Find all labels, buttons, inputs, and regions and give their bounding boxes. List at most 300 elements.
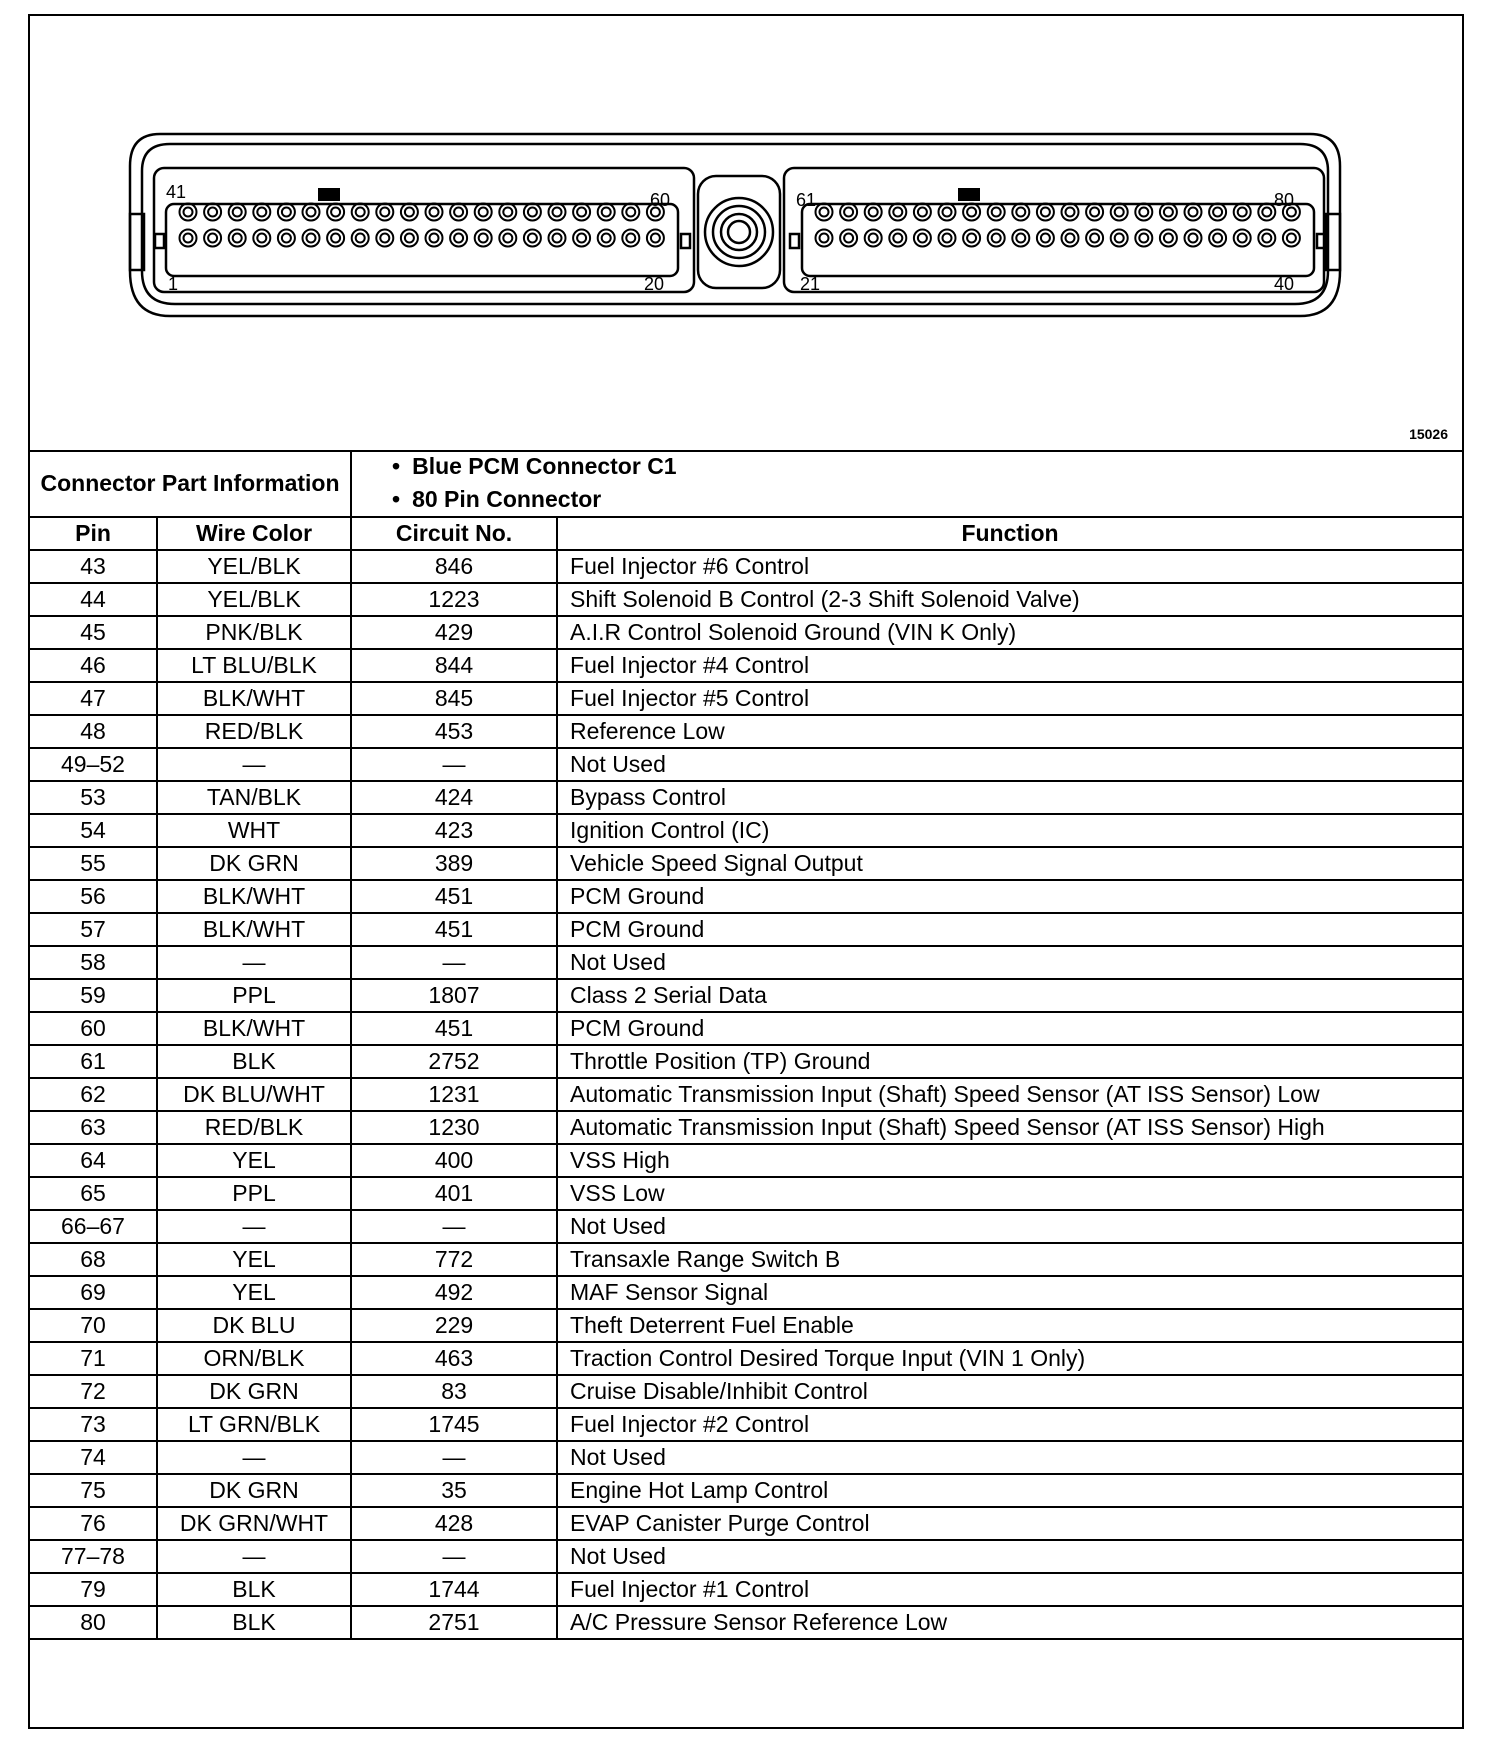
pin-socket xyxy=(282,234,291,243)
pin-socket xyxy=(401,204,418,221)
pin-socket xyxy=(376,204,393,221)
circuit-cell: 451 xyxy=(351,880,557,913)
circuit-cell: — xyxy=(351,1540,557,1573)
function-cell: Traction Control Desired Torque Input (VIN 1 Only) xyxy=(557,1342,1462,1375)
pin-socket xyxy=(380,234,389,243)
pin-socket xyxy=(577,208,586,217)
pin-socket xyxy=(479,234,488,243)
function-cell: MAF Sensor Signal xyxy=(557,1276,1462,1309)
function-cell: Throttle Position (TP) Ground xyxy=(557,1045,1462,1078)
function-cell: Fuel Injector #5 Control xyxy=(557,682,1462,715)
pin-socket xyxy=(380,208,389,217)
function-cell: Reference Low xyxy=(557,715,1462,748)
pin-socket xyxy=(869,208,878,217)
pin-cell: 70 xyxy=(30,1309,157,1342)
pin-socket xyxy=(208,234,217,243)
pin-socket xyxy=(1283,230,1300,247)
pin-socket xyxy=(1213,208,1222,217)
pin-socket xyxy=(1185,230,1202,247)
circuit-cell: — xyxy=(351,1441,557,1474)
pin-socket xyxy=(988,230,1005,247)
function-cell: Not Used xyxy=(557,1540,1462,1573)
pin-socket xyxy=(869,234,878,243)
table-row xyxy=(30,715,1462,748)
pin-socket xyxy=(1115,234,1124,243)
pin-socket xyxy=(1016,234,1025,243)
pin-label-60: 60 xyxy=(650,190,671,210)
pin-socket xyxy=(939,230,956,247)
pinout-table xyxy=(30,450,1462,1640)
circuit-cell: 1744 xyxy=(351,1573,557,1606)
pin-socket xyxy=(988,204,1005,221)
pin-socket xyxy=(229,204,246,221)
pin-socket xyxy=(598,204,615,221)
pin-socket xyxy=(820,234,829,243)
table-row xyxy=(30,1177,1462,1210)
pin-socket xyxy=(622,204,639,221)
pin-socket xyxy=(1012,204,1029,221)
pin-socket xyxy=(499,230,516,247)
pin-socket xyxy=(918,234,927,243)
pin-label-80: 80 xyxy=(1274,190,1295,210)
table-row xyxy=(30,1045,1462,1078)
pin-socket xyxy=(180,204,197,221)
pin-socket xyxy=(1189,208,1198,217)
pin-socket xyxy=(1041,208,1050,217)
column-header-wire-color: Wire Color xyxy=(157,517,351,550)
pin-socket xyxy=(303,204,320,221)
pin-socket xyxy=(1189,234,1198,243)
pin-socket xyxy=(893,208,902,217)
pin-label-41: 41 xyxy=(166,182,187,202)
circuit-cell: 772 xyxy=(351,1243,557,1276)
circuit-cell: 389 xyxy=(351,847,557,880)
circuit-cell: 492 xyxy=(351,1276,557,1309)
wire-color-cell: PPL xyxy=(157,1177,351,1210)
table-row xyxy=(30,1012,1462,1045)
pin-socket xyxy=(943,234,952,243)
pin-socket xyxy=(352,230,369,247)
pin-socket xyxy=(1062,230,1079,247)
table-row xyxy=(30,979,1462,1012)
circuit-cell: 2752 xyxy=(351,1045,557,1078)
pin-cell: 58 xyxy=(30,946,157,979)
function-cell: A/C Pressure Sensor Reference Low xyxy=(557,1606,1462,1639)
pin-socket xyxy=(184,208,193,217)
pin-socket xyxy=(405,234,414,243)
table-row xyxy=(30,649,1462,682)
pin-cell: 61 xyxy=(30,1045,157,1078)
wire-color-cell: — xyxy=(157,1210,351,1243)
wire-color-cell: DK BLU xyxy=(157,1309,351,1342)
circuit-cell: 400 xyxy=(351,1144,557,1177)
pin-socket xyxy=(893,234,902,243)
pin-socket xyxy=(1115,208,1124,217)
pin-socket xyxy=(430,234,439,243)
function-cell: VSS High xyxy=(557,1144,1462,1177)
pin-socket xyxy=(257,234,266,243)
pin-socket xyxy=(454,208,463,217)
column-header-pin: Pin xyxy=(30,517,157,550)
table-row xyxy=(30,1573,1462,1606)
circuit-cell: 83 xyxy=(351,1375,557,1408)
wire-color-cell: BLK xyxy=(157,1573,351,1606)
pin-socket xyxy=(820,208,829,217)
pin-socket xyxy=(816,204,833,221)
pin-socket xyxy=(1258,230,1275,247)
connector-diagram xyxy=(30,16,1462,452)
function-cell: Engine Hot Lamp Control xyxy=(557,1474,1462,1507)
pin-socket xyxy=(450,230,467,247)
pin-cell: 68 xyxy=(30,1243,157,1276)
table-row xyxy=(30,1111,1462,1144)
pin-socket xyxy=(1111,230,1128,247)
pin-socket xyxy=(553,234,562,243)
function-cell: Theft Deterrent Fuel Enable xyxy=(557,1309,1462,1342)
pin-socket xyxy=(1287,234,1296,243)
pin-socket xyxy=(528,234,537,243)
pin-cell: 76 xyxy=(30,1507,157,1540)
function-cell: Fuel Injector #2 Control xyxy=(557,1408,1462,1441)
table-row xyxy=(30,682,1462,715)
pin-socket xyxy=(528,208,537,217)
wire-color-cell: — xyxy=(157,946,351,979)
pin-socket xyxy=(475,230,492,247)
pin-cell: 66–67 xyxy=(30,1210,157,1243)
table-row xyxy=(30,1375,1462,1408)
wire-color-cell: YEL xyxy=(157,1243,351,1276)
pin-label-61: 61 xyxy=(796,190,817,210)
function-cell: Fuel Injector #4 Control xyxy=(557,649,1462,682)
pinout-rows xyxy=(30,550,1462,1639)
pin-cell: 62 xyxy=(30,1078,157,1111)
pin-socket xyxy=(647,230,664,247)
pin-socket xyxy=(503,208,512,217)
pin-socket xyxy=(1160,204,1177,221)
pin-socket xyxy=(844,208,853,217)
pin-cell: 73 xyxy=(30,1408,157,1441)
wire-color-cell: YEL/BLK xyxy=(157,550,351,583)
circuit-cell: 451 xyxy=(351,1012,557,1045)
circuit-cell: 229 xyxy=(351,1309,557,1342)
pin-socket xyxy=(307,208,316,217)
pin-cell: 65 xyxy=(30,1177,157,1210)
column-header-circuit: Circuit No. xyxy=(351,517,557,550)
wire-color-cell: WHT xyxy=(157,814,351,847)
wire-color-cell: RED/BLK xyxy=(157,715,351,748)
connector-drawing xyxy=(30,16,1462,450)
pin-socket xyxy=(1234,204,1251,221)
pin-socket xyxy=(331,234,340,243)
pin-cell: 59 xyxy=(30,979,157,1012)
pin-socket xyxy=(1012,230,1029,247)
circuit-cell: 844 xyxy=(351,649,557,682)
pin-label-40: 40 xyxy=(1274,274,1295,294)
function-cell: A.I.R Control Solenoid Ground (VIN K Only) xyxy=(557,616,1462,649)
pin-socket xyxy=(840,204,857,221)
wire-color-cell: PNK/BLK xyxy=(157,616,351,649)
table-row xyxy=(30,814,1462,847)
pin-socket xyxy=(816,230,833,247)
circuit-cell: — xyxy=(351,748,557,781)
table-row xyxy=(30,1507,1462,1540)
function-cell: Automatic Transmission Input (Shaft) Speed Sensor (AT ISS Sensor) Low xyxy=(557,1078,1462,1111)
pin-socket xyxy=(1037,204,1054,221)
pin-socket xyxy=(549,230,566,247)
table-row xyxy=(30,1243,1462,1276)
pin-cell: 46 xyxy=(30,649,157,682)
pin-socket xyxy=(307,234,316,243)
wire-color-cell: DK GRN/WHT xyxy=(157,1507,351,1540)
pin-cell: 69 xyxy=(30,1276,157,1309)
pin-socket xyxy=(914,204,931,221)
pin-socket xyxy=(208,208,217,217)
pin-cell: 49–52 xyxy=(30,748,157,781)
wire-color-cell: TAN/BLK xyxy=(157,781,351,814)
circuit-cell: 424 xyxy=(351,781,557,814)
pin-socket xyxy=(1090,208,1099,217)
pin-socket xyxy=(577,234,586,243)
table-row xyxy=(30,946,1462,979)
pin-socket xyxy=(1238,234,1247,243)
table-row xyxy=(30,1144,1462,1177)
circuit-cell: 451 xyxy=(351,913,557,946)
pin-cell: 71 xyxy=(30,1342,157,1375)
wire-color-cell: BLK/WHT xyxy=(157,880,351,913)
function-cell: Automatic Transmission Input (Shaft) Speed Sensor (AT ISS Sensor) High xyxy=(557,1111,1462,1144)
pin-socket xyxy=(573,204,590,221)
table-row xyxy=(30,1474,1462,1507)
table-row xyxy=(30,1441,1462,1474)
function-cell: Not Used xyxy=(557,946,1462,979)
wire-color-cell: LT BLU/BLK xyxy=(157,649,351,682)
pin-cell: 72 xyxy=(30,1375,157,1408)
pin-socket xyxy=(1086,230,1103,247)
pin-cell: 53 xyxy=(30,781,157,814)
pin-socket xyxy=(626,234,635,243)
function-cell: PCM Ground xyxy=(557,1012,1462,1045)
table-row xyxy=(30,1606,1462,1639)
pin-socket xyxy=(450,204,467,221)
pin-socket xyxy=(282,208,291,217)
wire-color-cell: ORN/BLK xyxy=(157,1342,351,1375)
table-row xyxy=(30,1309,1462,1342)
table-row xyxy=(30,880,1462,913)
function-cell: Cruise Disable/Inhibit Control xyxy=(557,1375,1462,1408)
connector-info-item: • Blue PCM Connector C1 xyxy=(392,450,1462,483)
pin-cell: 80 xyxy=(30,1606,157,1639)
pin-socket xyxy=(889,230,906,247)
pin-socket xyxy=(356,208,365,217)
connector-info-label: Connector Part Information xyxy=(30,450,351,517)
wire-color-cell: DK GRN xyxy=(157,847,351,880)
pin-socket xyxy=(1111,204,1128,221)
pin-socket xyxy=(943,208,952,217)
pin-cell: 60 xyxy=(30,1012,157,1045)
pin-socket xyxy=(939,204,956,221)
pin-cell: 77–78 xyxy=(30,1540,157,1573)
connector-info-item: • 80 Pin Connector xyxy=(392,483,1462,516)
wire-color-cell: BLK xyxy=(157,1606,351,1639)
pin-socket xyxy=(204,204,221,221)
wire-color-cell: DK GRN xyxy=(157,1375,351,1408)
pin-socket xyxy=(549,204,566,221)
table-row xyxy=(30,550,1462,583)
pin-socket xyxy=(1209,204,1226,221)
pin-socket xyxy=(602,208,611,217)
pin-socket xyxy=(426,204,443,221)
pin-socket xyxy=(1139,208,1148,217)
pin-cell: 47 xyxy=(30,682,157,715)
function-cell: Fuel Injector #6 Control xyxy=(557,550,1462,583)
pin-socket xyxy=(1209,230,1226,247)
pin-socket xyxy=(430,208,439,217)
circuit-cell: 2751 xyxy=(351,1606,557,1639)
wire-color-cell: PPL xyxy=(157,979,351,1012)
pin-socket xyxy=(1066,208,1075,217)
pin-socket xyxy=(1238,208,1247,217)
pin-cell: 57 xyxy=(30,913,157,946)
pin-socket xyxy=(1139,234,1148,243)
pin-socket xyxy=(963,204,980,221)
pin-socket xyxy=(1135,204,1152,221)
pin-array xyxy=(180,204,1300,247)
function-cell: Class 2 Serial Data xyxy=(557,979,1462,1012)
pin-socket xyxy=(602,234,611,243)
pin-socket xyxy=(253,204,270,221)
pin-label-21: 21 xyxy=(800,274,821,294)
pin-socket xyxy=(352,204,369,221)
pin-socket xyxy=(889,204,906,221)
pin-socket xyxy=(454,234,463,243)
table-row xyxy=(30,1342,1462,1375)
pin-socket xyxy=(1258,204,1275,221)
pin-socket xyxy=(475,204,492,221)
function-cell: Vehicle Speed Signal Output xyxy=(557,847,1462,880)
pin-socket xyxy=(622,230,639,247)
function-cell: Fuel Injector #1 Control xyxy=(557,1573,1462,1606)
pin-socket xyxy=(573,230,590,247)
table-row xyxy=(30,748,1462,781)
column-header-function: Function xyxy=(557,517,1462,550)
table-row xyxy=(30,781,1462,814)
pin-socket xyxy=(1066,234,1075,243)
pin-socket xyxy=(331,208,340,217)
pin-cell: 56 xyxy=(30,880,157,913)
pin-socket xyxy=(327,230,344,247)
pin-socket xyxy=(327,204,344,221)
wire-color-cell: — xyxy=(157,1441,351,1474)
table-row xyxy=(30,1540,1462,1573)
pin-socket xyxy=(376,230,393,247)
figure-number: 15026 xyxy=(1409,426,1448,442)
circuit-cell: — xyxy=(351,946,557,979)
pin-socket xyxy=(401,230,418,247)
connector-sheet xyxy=(28,14,1464,1729)
pin-socket xyxy=(229,230,246,247)
pin-socket xyxy=(1213,234,1222,243)
pin-label-20: 20 xyxy=(644,274,665,294)
circuit-cell: 1807 xyxy=(351,979,557,1012)
pin-socket xyxy=(405,208,414,217)
pin-socket xyxy=(1090,234,1099,243)
function-cell: VSS Low xyxy=(557,1177,1462,1210)
pin-socket xyxy=(1041,234,1050,243)
column-header-row xyxy=(30,517,1462,550)
circuit-cell: — xyxy=(351,1210,557,1243)
pin-cell: 44 xyxy=(30,583,157,616)
pin-socket xyxy=(233,208,242,217)
pin-cell: 55 xyxy=(30,847,157,880)
pin-socket xyxy=(1164,234,1173,243)
circuit-cell: 1230 xyxy=(351,1111,557,1144)
pin-socket xyxy=(184,234,193,243)
pin-socket xyxy=(967,234,976,243)
wire-color-cell: YEL xyxy=(157,1276,351,1309)
wire-color-cell: YEL/BLK xyxy=(157,583,351,616)
pin-socket xyxy=(426,230,443,247)
function-cell: Bypass Control xyxy=(557,781,1462,814)
wire-color-cell: BLK/WHT xyxy=(157,1012,351,1045)
pin-socket xyxy=(479,208,488,217)
pin-socket xyxy=(503,234,512,243)
pin-socket xyxy=(963,230,980,247)
table-row xyxy=(30,1408,1462,1441)
function-cell: Ignition Control (IC) xyxy=(557,814,1462,847)
pin-socket xyxy=(1016,208,1025,217)
pin-socket xyxy=(553,208,562,217)
circuit-cell: 428 xyxy=(351,1507,557,1540)
connector-info-row xyxy=(30,450,1462,517)
pin-socket xyxy=(278,230,295,247)
wire-color-cell: BLK/WHT xyxy=(157,682,351,715)
pin-socket xyxy=(914,230,931,247)
pin-socket xyxy=(1160,230,1177,247)
table-row xyxy=(30,1276,1462,1309)
pin-socket xyxy=(1135,230,1152,247)
circuit-cell: 453 xyxy=(351,715,557,748)
function-cell: PCM Ground xyxy=(557,913,1462,946)
pin-socket xyxy=(1037,230,1054,247)
table-row xyxy=(30,616,1462,649)
wire-color-cell: BLK/WHT xyxy=(157,913,351,946)
function-cell: Transaxle Range Switch B xyxy=(557,1243,1462,1276)
pin-socket xyxy=(1262,234,1271,243)
pin-socket xyxy=(1234,230,1251,247)
pin-cell: 45 xyxy=(30,616,157,649)
wire-color-cell: — xyxy=(157,1540,351,1573)
circuit-cell: 463 xyxy=(351,1342,557,1375)
pin-socket xyxy=(356,234,365,243)
pin-cell: 74 xyxy=(30,1441,157,1474)
pin-socket xyxy=(918,208,927,217)
pin-socket xyxy=(967,208,976,217)
pin-socket xyxy=(844,234,853,243)
circuit-cell: 401 xyxy=(351,1177,557,1210)
table-row xyxy=(30,847,1462,880)
circuit-cell: 845 xyxy=(351,682,557,715)
function-cell: EVAP Canister Purge Control xyxy=(557,1507,1462,1540)
function-cell: PCM Ground xyxy=(557,880,1462,913)
pin-socket xyxy=(865,204,882,221)
wire-color-cell: RED/BLK xyxy=(157,1111,351,1144)
wire-color-cell: LT GRN/BLK xyxy=(157,1408,351,1441)
pin-socket xyxy=(524,230,541,247)
pin-cell: 63 xyxy=(30,1111,157,1144)
pin-cell: 64 xyxy=(30,1144,157,1177)
pin-socket xyxy=(524,204,541,221)
circuit-cell: 1223 xyxy=(351,583,557,616)
